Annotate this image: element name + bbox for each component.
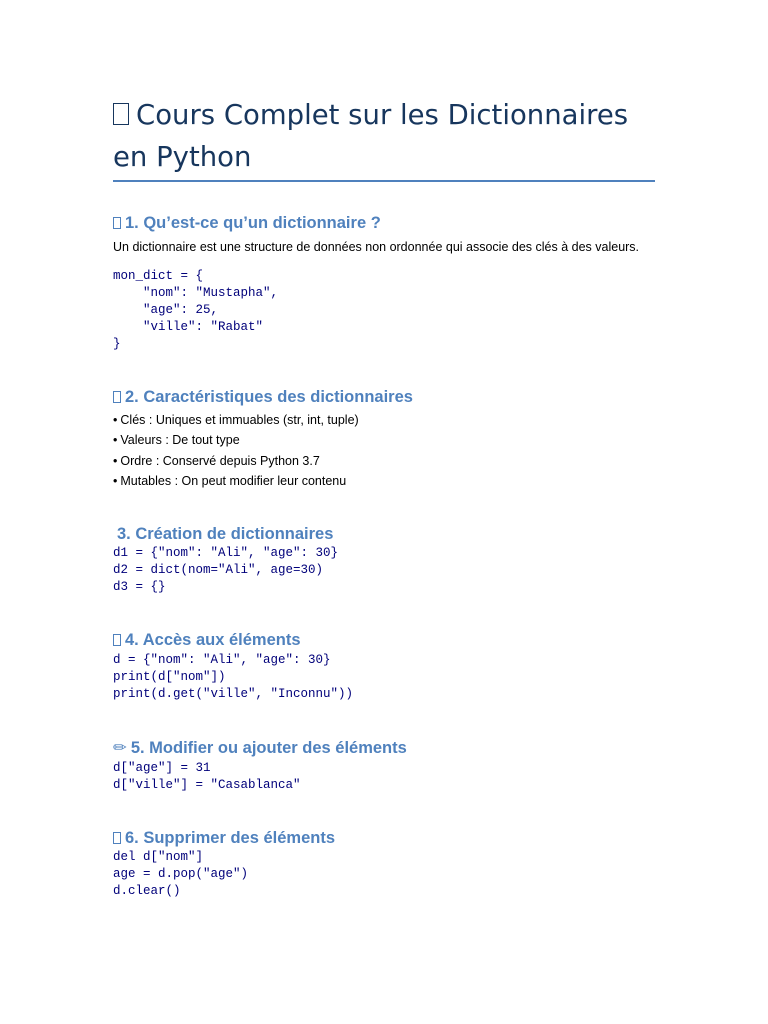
missing-glyph-icon [113, 391, 121, 403]
section-heading-1-text: 1. Qu’est-ce qu’un dictionnaire ? [125, 214, 381, 232]
code-block-5: d["age"] = 31 d["ville"] = "Casablanca" [113, 761, 301, 793]
section-heading-3: 3. Création de dictionnaires [117, 525, 334, 543]
list-item: • Clés : Uniques et immuables (str, int, tuple) [113, 413, 359, 427]
section-heading-4 [113, 629, 301, 651]
missing-glyph-icon [113, 103, 129, 125]
list-item: • Mutables : On peut modifier leur contenu [113, 473, 347, 488]
page-title-text: Cours Complet sur les Dictionnaires en Python [113, 99, 629, 173]
missing-glyph-icon [113, 832, 121, 844]
missing-glyph-icon [113, 217, 121, 229]
characteristics-list [113, 410, 359, 491]
list-item: • Valeurs : De tout type [113, 433, 240, 448]
section-heading-1 [113, 212, 381, 234]
pencil-icon: ✏ [113, 739, 127, 757]
section-heading-4-text: 4. Accès aux éléments [125, 631, 301, 649]
section-heading-2-text: 2. Caractéristiques des dictionnaires [125, 388, 413, 406]
section-heading-5 [113, 737, 407, 759]
bullet-icon: • [113, 453, 118, 468]
list-item: • Ordre : Conservé depuis Python 3.7 [113, 453, 320, 468]
code-block-4: d = {"nom": "Ali", "age": 30} print(d["nom"]) print(d.get("ville", "Inconnu")) [113, 653, 354, 702]
title-underline [113, 180, 655, 182]
section-heading-2 [113, 386, 413, 408]
bullet-icon: • [113, 433, 118, 448]
section-heading-5-text: 5. Modifier ou ajouter des éléments [130, 739, 407, 757]
page-title [113, 94, 658, 178]
missing-glyph-icon [113, 634, 121, 646]
bullet-icon: • [113, 473, 118, 488]
code-block-3: d1 = {"nom": "Ali", "age": 30} d2 = dict(nom="Ali", age=30) d3 = {} [113, 546, 339, 595]
section-heading-6-text: 6. Supprimer des éléments [125, 829, 335, 847]
code-block-1: mon_dict = { "nom": "Mustapha", "age": 25, "ville": "Rabat" } [113, 269, 279, 352]
code-block-6: del d["nom"] age = d.pop("age") d.clear() [113, 850, 249, 899]
bullet-icon: • [113, 413, 118, 427]
section-heading-6 [113, 827, 335, 849]
section-1-paragraph: Un dictionnaire est une structure de données non ordonnée qui associe des clés à des valeurs. [113, 240, 640, 254]
